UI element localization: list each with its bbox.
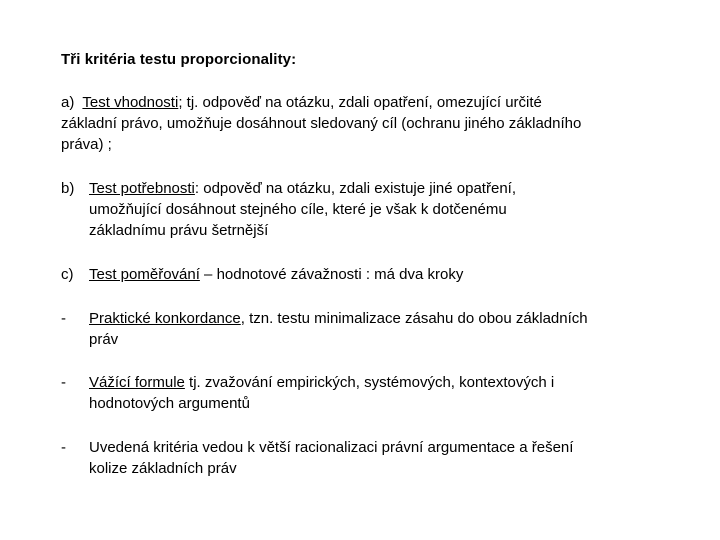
step-1-line2: práv [89,331,119,348]
note-marker: - [61,439,66,456]
criterion-c-marker: c) [61,266,74,283]
criterion-a-line2: základní právo, umožňuje dosáhnout sledovaný cíl (ochranu jiného základního [61,115,582,132]
step-1 [61,308,681,350]
criterion-a-term: Test vhodnosti [82,94,179,111]
step-2-line2: hodnotových argumentů [89,395,250,412]
step-1-text: , tzn. testu minimalizace zásahu do obou základních [240,310,588,327]
criterion-b-marker: b) [61,180,75,197]
note [61,437,681,479]
step-2-term: Vážící formule [89,374,185,391]
step-2-marker: - [61,374,66,391]
step-2-text: tj. zvažování empirických, systémových, kontextových i [184,374,555,391]
step-1-marker: - [61,310,66,327]
criterion-a-line1 [61,92,681,113]
criterion-c-term: Test poměřování [89,266,200,283]
step-2-line1 [89,372,681,393]
criterion-b-term: Test potřebnosti [89,180,195,197]
note-line1: Uvedená kritéria vedou k větší racionalizaci právní argumentace a řešení [89,439,574,456]
step-1-term: Praktické konkordance [89,310,241,327]
slide-title: Tři kritéria testu proporcionality: [61,51,297,68]
criterion-a [61,92,681,155]
step-1-line1 [89,308,681,329]
criterion-a-marker: a) [61,94,75,111]
criterion-b-line1 [89,178,681,199]
criterion-b-line3: základnímu právu šetrnější [89,222,269,239]
criterion-a-line3: práva) ; [61,136,112,153]
criterion-b-line2: umožňující dosáhnout stejného cíle, které je však k dotčenému [89,201,507,218]
criterion-b [61,178,681,241]
step-2 [61,372,681,414]
criterion-b-text: : odpověď na otázku, zdali existuje jiné opatření, [194,180,516,197]
criterion-c-line1 [89,264,681,285]
criterion-c [61,264,681,285]
criterion-c-text: – hodnotové závažnosti : má dva kroky [199,266,464,283]
note-line2: kolize základních práv [89,460,237,477]
criterion-a-text: ; tj. odpověď na otázku, zdali opatření, omezující určité [178,94,542,111]
